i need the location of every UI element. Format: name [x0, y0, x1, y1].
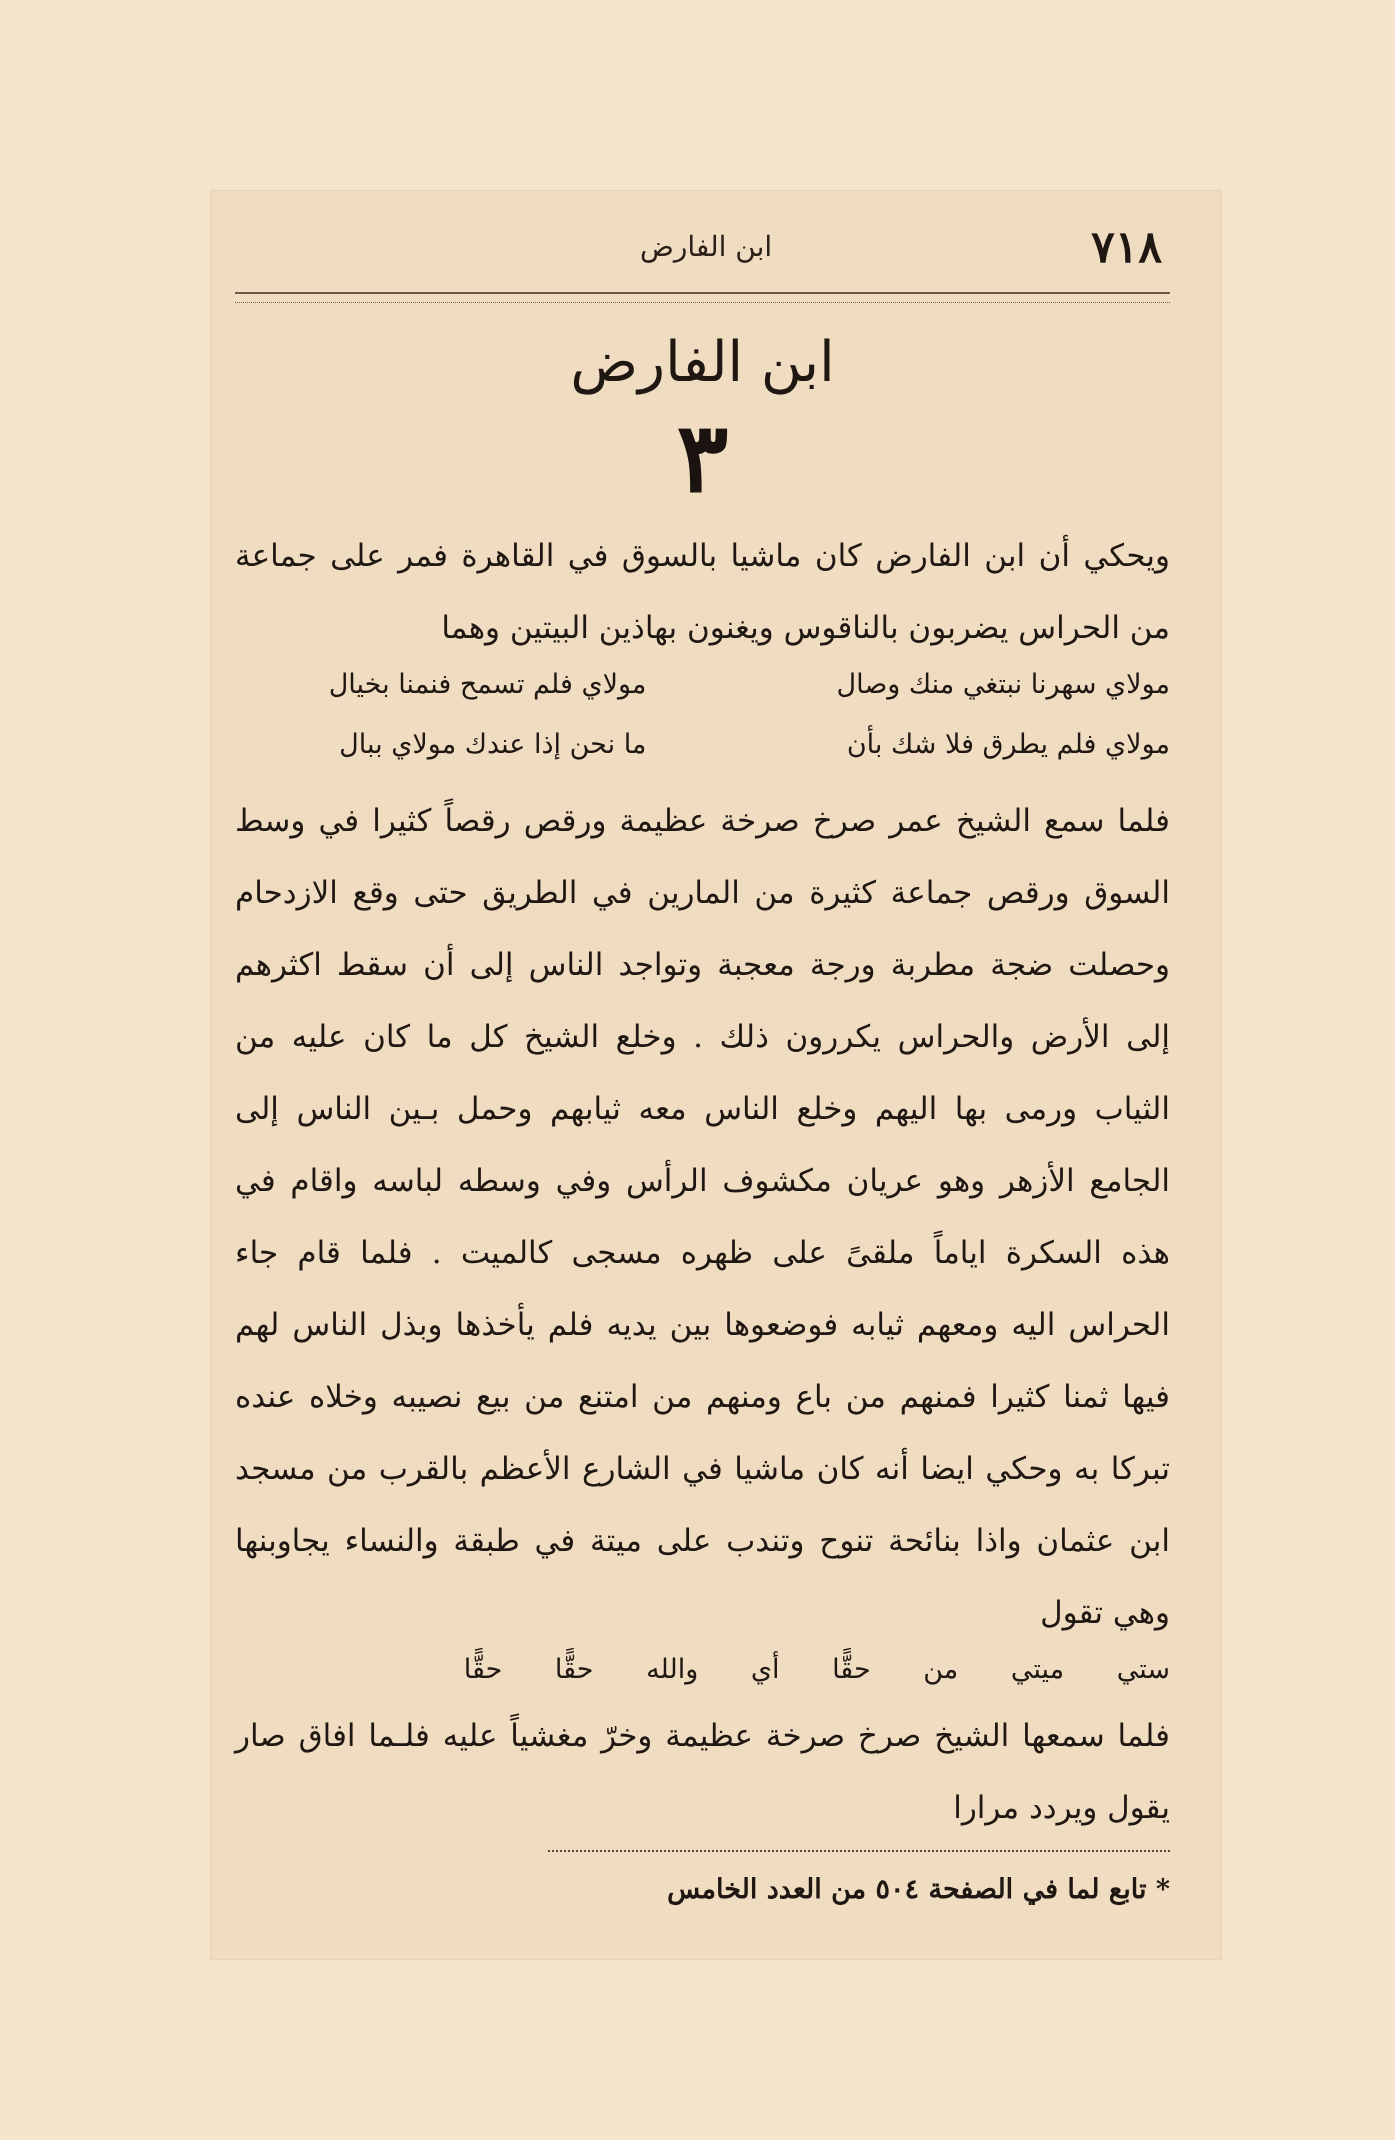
intro-paragraph: ويحكي أن ابن الفارض كان ماشيا بالسوق في القاهرة فمر على جماعة من الحراس يضربون بالناقوس ويغنون بهاذين البيتين وهما [235, 538, 1170, 646]
running-header [235, 222, 1170, 286]
verse-word: أي [750, 1654, 780, 1685]
verse-hemistich: مولاي فلم يطرق فلا شك بأن [846, 729, 1170, 760]
article-title: ابن الفارض [570, 330, 835, 395]
wailing-verse [235, 1640, 1170, 1700]
verse-word: ستي [1116, 1654, 1170, 1685]
verse-line [235, 655, 1170, 715]
main-paragraph: فلما سمع الشيخ عمر صرخ صرخة عظيمة ورقص رقصاً كثيرا في وسط السوق ورقص جماعة كثيرة من المارين في الطريق حتى وقع الازدحام وحصلت ضجة مطربة ورجة معجبة وتواجد الناس إلى أن سقط اكثرهم إلى الأرض والحراس يكررون ذلك . وخلع الشيخ كل ما كان عليه من الثياب ورمى بها اليهم وخلع الناس معه ثيابهم وحمل بـين الناس إلى الجامع الأزهر وهو عريان مكشوف الرأس وفي وسطه لباسه واقام في هذه السكرة اياماً ملقىً على ظهره مسجى كالميت . فلما قام جاء الحراس اليه ومعهم ثيابه فوضعوها بين يديه فلم يأخذها وبذل الناس لهم فيها ثمنا كثيرا فمنهم من باع ومنهم من امتنع من بيع نصيبه وخلاه عنده تبركا به وحكي ايضا أنه كان ماشيا في الشارع الأعظم بالقرب من مسجد ابن عثمان واذا بنائحة تنوح وتندب على ميتة في طبقة والنساء يجاوبنها وهي تقول [235, 803, 1170, 1631]
verse-hemistich: ما نحن إذا عندك مولاي ببال [339, 729, 647, 760]
verse-word: حقًّا [463, 1654, 503, 1685]
part-number: ٣ [676, 401, 729, 514]
verse-word: حقًّا [832, 1654, 871, 1685]
verse-word: من [923, 1654, 959, 1685]
verse-hemistich: مولاي سهرنا نبتغي منك وصال [836, 669, 1170, 700]
verse-word: ميتي [1010, 1654, 1065, 1685]
header-divider [235, 292, 1170, 303]
verse-line [235, 715, 1170, 775]
page-number: ٧١٨ [1091, 222, 1162, 273]
running-title: ابن الفارض [640, 230, 773, 263]
verse-block [235, 655, 1170, 775]
verse-hemistich: مولاي فلم تسمح فنمنا بخيال [328, 669, 647, 700]
footnote-divider [548, 1850, 1170, 1852]
verse-word: والله [646, 1654, 699, 1685]
verse-word: حقًّا [554, 1654, 594, 1685]
closing-paragraph: فلما سمعها الشيخ صرخ صرخة عظيمة وخرّ مغشياً عليه فلـما افاق صار يقول ويردد مرارا [235, 1718, 1170, 1826]
footnote: * تابع لما في الصفحة ٥٠٤ من العدد الخامس [667, 1874, 1170, 1905]
